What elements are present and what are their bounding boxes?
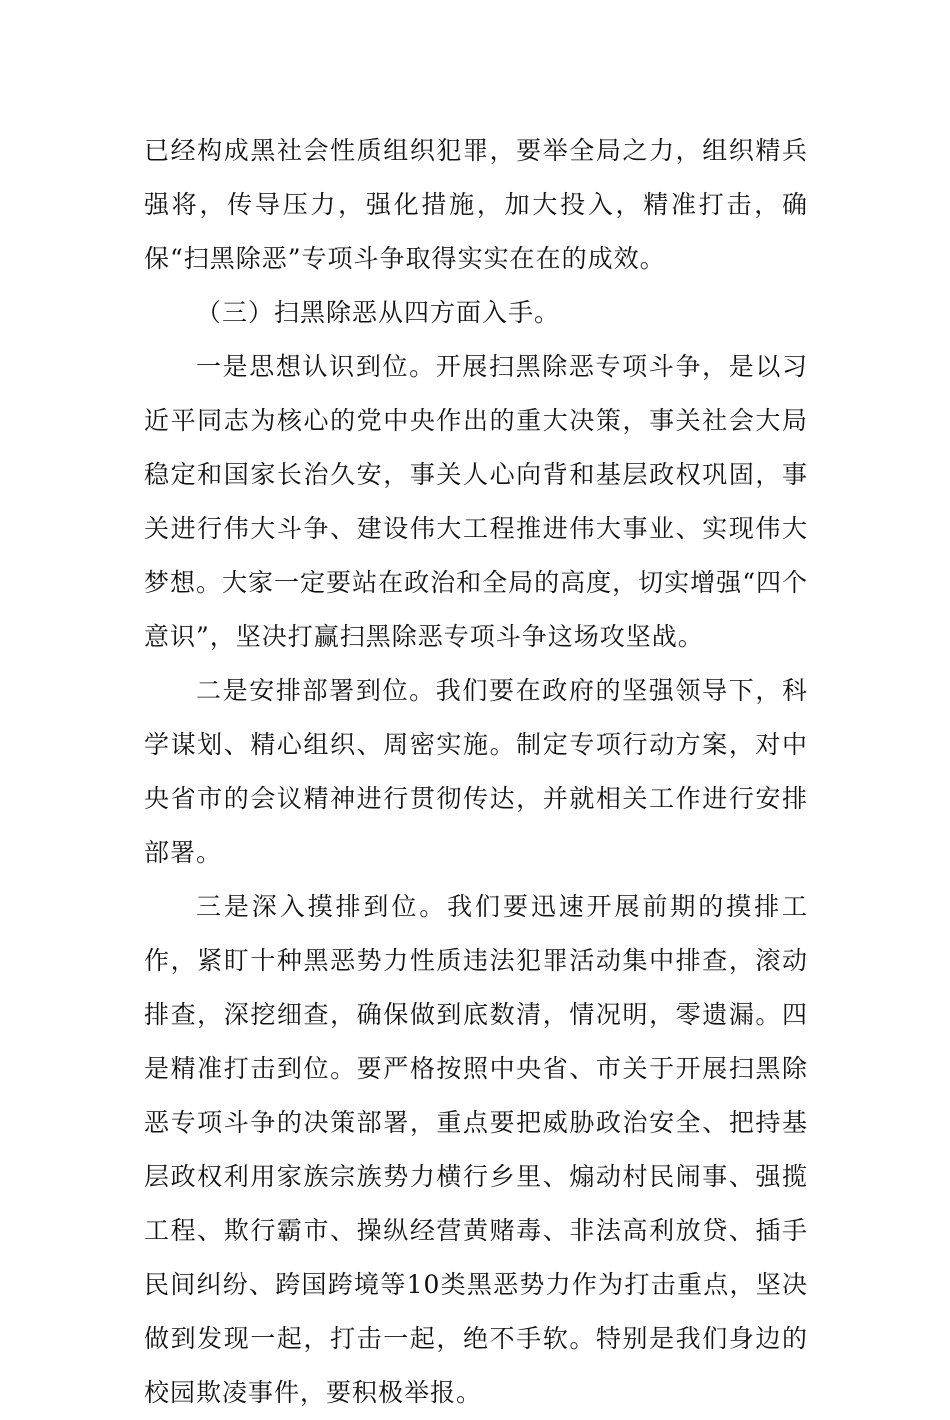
paragraph-ideological-awareness: 一是思想认识到位。开展扫黑除恶专项斗争，是以习近平同志为核心的党中央作出的重大决策，事关社会大局稳定和国家长治久安，事关人心向背和基层政权巩固，事关进行伟大斗争、建设伟大工程推进伟大事业、实现伟大梦想。大家一定要站在政治和全局的高度，切实增强“四个意识”，坚决打赢扫黑除恶专项斗争这场攻坚战。 — [144, 352, 808, 651]
paragraph-arrangement: 二是安排部署到位。我们要在政府的坚强领导下，科学谋划、精心组织、周密实施。制定专项行动方案，对中央省市的会议精神进行贯彻传达，并就相关工作进行安排部署。 — [144, 676, 808, 867]
paragraph-investigation: 三是深入摸排到位。我们要迅速开展前期的摸排工作，紧盯十种黑恶势力性质违法犯罪活动集中排查，滚动排查，深挖细查，确保做到底数清，情况明，零遗漏。四是精准打击到位。要严格按照中央省、市关于开展扫黑除恶专项斗争的决策部署，重点要把威胁政治安全、把持基层政权利用家族宗族势力横行乡里、煽动村民闹事、强揽工程、欺行霸市、操纵经营黄赌毒、非法高利放贷、插手民间纠纷、跨国跨境等10类黑恶势力作为打击重点，坚决做到发现一起，打击一起，绝不手软。特别是我们身边的校园欺凌事件，要积极举报。 — [144, 892, 808, 1407]
paragraph-continuation: 已经构成黑社会性质组织犯罪，要举全局之力，组织精兵强将，传导压力，强化措施，加大投入，精准打击，确保“扫黑除恶”专项斗争取得实实在在的成效。 — [144, 136, 808, 273]
document-body — [144, 124, 808, 1420]
section-heading: （三）扫黑除恶从四方面入手。 — [196, 298, 561, 327]
